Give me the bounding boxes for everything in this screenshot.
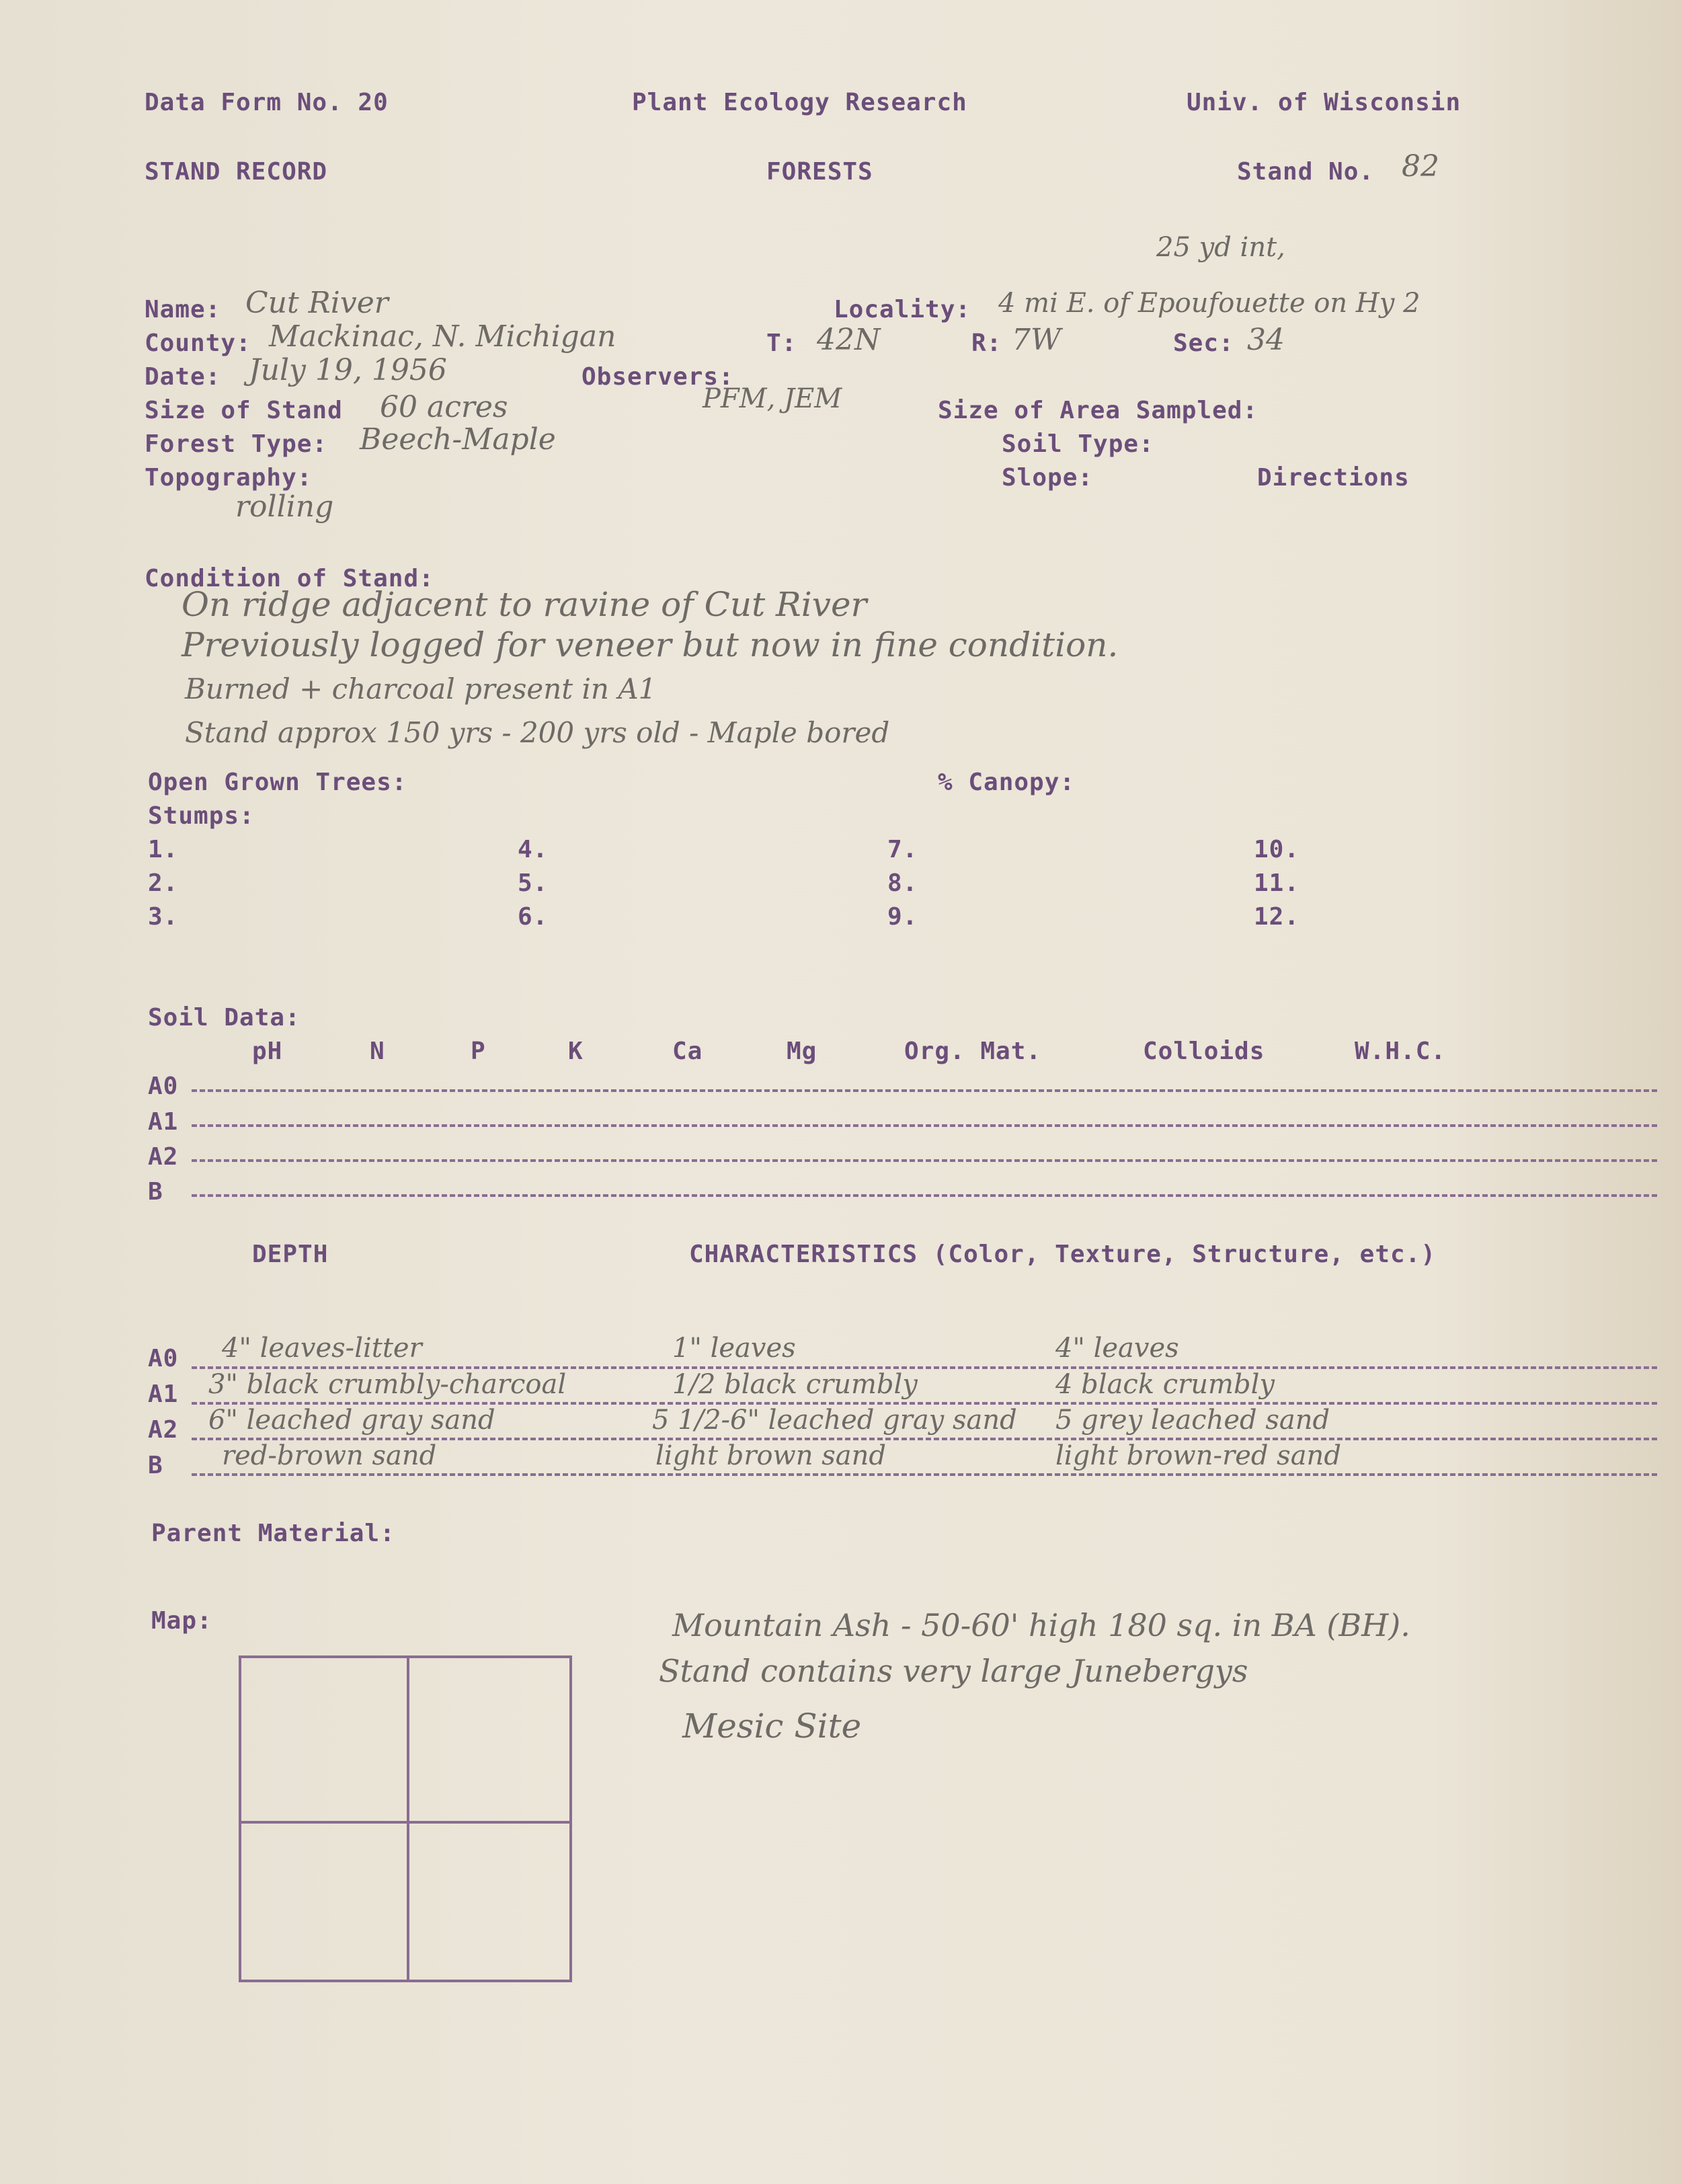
township-value: 42N [817, 323, 881, 357]
range-label: R: [971, 329, 1002, 357]
profile-b: B [148, 1452, 163, 1479]
stand-no-value: 82 [1402, 149, 1439, 184]
county-label: County: [145, 329, 251, 357]
size-of-stand-value: 60 acres [380, 390, 508, 424]
forest-type-label: Forest Type: [145, 430, 328, 458]
record-label: STAND RECORD [145, 158, 328, 186]
open-grown-label: Open Grown Trees: [148, 769, 407, 796]
characteristics-label: CHARACTERISTICS (Color, Texture, Structure, etc.) [689, 1241, 1437, 1268]
map-note-3: Mesic Site [682, 1707, 862, 1746]
stump-1: 1. [148, 836, 179, 863]
col-ca: Ca [672, 1038, 703, 1065]
col-org-mat: Org. Mat. [904, 1038, 1042, 1065]
depth-label: DEPTH [252, 1241, 329, 1268]
map-divider-vertical [407, 1655, 409, 1982]
profile-a0-site1: 4" leaves-litter [222, 1333, 422, 1364]
township-label: T: [766, 329, 797, 357]
map-grid [239, 1655, 572, 1982]
profile-a1-site2: 1/2 black crumbly [672, 1369, 918, 1400]
profile-a1: A1 [148, 1380, 179, 1408]
observers-value: PFM, JEM [703, 383, 842, 414]
condition-line-3: Burned + charcoal present in A1 [185, 672, 657, 705]
col-n: N [370, 1038, 385, 1065]
stump-7: 7. [887, 836, 918, 863]
observers-label: Observers: [582, 363, 734, 391]
profile-line-a1 [192, 1402, 1657, 1405]
profile-b-site3: light brown-red sand [1055, 1440, 1341, 1471]
soil-line-a1 [192, 1124, 1657, 1127]
soil-line-a2 [192, 1159, 1657, 1162]
profile-a1-site3: 4 black crumbly [1055, 1369, 1275, 1400]
condition-line-1: On ridge adjacent to ravine of Cut River [182, 585, 867, 624]
soil-row-b: B [148, 1178, 163, 1206]
size-of-area-label: Size of Area Sampled: [938, 397, 1258, 424]
profile-line-b [192, 1473, 1657, 1476]
soil-data-label: Soil Data: [148, 1004, 301, 1031]
profile-a0-site2: 1" leaves [672, 1333, 796, 1364]
profile-a2-site2: 5 1/2-6" leached gray sand [652, 1405, 1017, 1436]
canopy-label: % Canopy: [938, 769, 1076, 796]
profile-b-site2: light brown sand [655, 1440, 887, 1471]
soil-line-b [192, 1194, 1657, 1197]
soil-line-a0 [192, 1089, 1657, 1092]
stumps-label: Stumps: [148, 802, 255, 830]
stump-2: 2. [148, 869, 179, 897]
county-value: Mackinac, N. Michigan [269, 319, 616, 354]
profile-a2-site1: 6" leached gray sand [208, 1405, 495, 1436]
topography-value: rolling [235, 490, 334, 524]
map-divider-horizontal [239, 1821, 572, 1824]
range-value: 7W [1012, 323, 1062, 357]
condition-line-4: Stand approx 150 yrs - 200 yrs old - Maple bored [185, 716, 890, 749]
soil-type-label: Soil Type: [1002, 430, 1154, 458]
map-note-2: Stand contains very large Junebergys [659, 1653, 1248, 1689]
col-whc: W.H.C. [1355, 1038, 1447, 1065]
stump-5: 5. [518, 869, 549, 897]
col-colloids: Colloids [1143, 1038, 1265, 1065]
stump-10: 10. [1254, 836, 1300, 863]
stump-12: 12. [1254, 903, 1300, 931]
stump-8: 8. [887, 869, 918, 897]
col-mg: Mg [787, 1038, 817, 1065]
organization: Plant Ecology Research [632, 89, 967, 116]
stump-9: 9. [887, 903, 918, 931]
profile-b-site1: red-brown sand [222, 1440, 437, 1471]
topography-label: Topography: [145, 464, 313, 492]
stump-11: 11. [1254, 869, 1300, 897]
stand-no-label: Stand No. [1237, 158, 1375, 186]
name-value: Cut River [245, 286, 389, 320]
condition-line-2: Previously logged for veneer but now in fine condition. [182, 625, 1119, 664]
locality-label: Locality: [834, 296, 971, 323]
col-k: K [568, 1038, 584, 1065]
parent-material-label: Parent Material: [151, 1520, 395, 1547]
size-of-stand-label: Size of Stand [145, 397, 343, 424]
section-label: Sec: [1173, 329, 1234, 357]
locality-note: 25 yd int, [1156, 232, 1285, 263]
profile-a2: A2 [148, 1416, 179, 1444]
date-value: July 19, 1956 [249, 353, 447, 387]
name-label: Name: [145, 296, 221, 323]
directions-label: Directions [1257, 464, 1410, 492]
soil-row-a0: A0 [148, 1072, 179, 1100]
section-value: 34 [1247, 323, 1285, 357]
map-note-1: Mountain Ash - 50-60' high 180 sq. in BA (BH). [672, 1607, 1410, 1643]
university: Univ. of Wisconsin [1187, 89, 1461, 116]
profile-a2-site3: 5 grey leached sand [1055, 1405, 1330, 1436]
date-label: Date: [145, 363, 221, 391]
col-ph: pH [252, 1038, 283, 1065]
slope-label: Slope: [1002, 464, 1094, 492]
forest-type-value: Beech-Maple [360, 422, 556, 457]
soil-row-a2: A2 [148, 1143, 179, 1171]
profile-line-a0 [192, 1366, 1657, 1369]
form-number: Data Form No. 20 [145, 89, 389, 116]
soil-row-a1: A1 [148, 1108, 179, 1136]
section-title: FORESTS [766, 158, 873, 186]
profile-line-a2 [192, 1438, 1657, 1440]
col-p: P [471, 1038, 486, 1065]
stump-6: 6. [518, 903, 549, 931]
profile-a1-site1: 3" black crumbly-charcoal [208, 1369, 567, 1400]
profile-a0: A0 [148, 1345, 179, 1372]
map-label: Map: [151, 1607, 212, 1635]
locality-value: 4 mi E. of Epoufouette on Hy 2 [998, 288, 1420, 319]
stump-3: 3. [148, 903, 179, 931]
condition-label: Condition of Stand: [145, 565, 434, 592]
profile-a0-site3: 4" leaves [1055, 1333, 1179, 1364]
stump-4: 4. [518, 836, 549, 863]
